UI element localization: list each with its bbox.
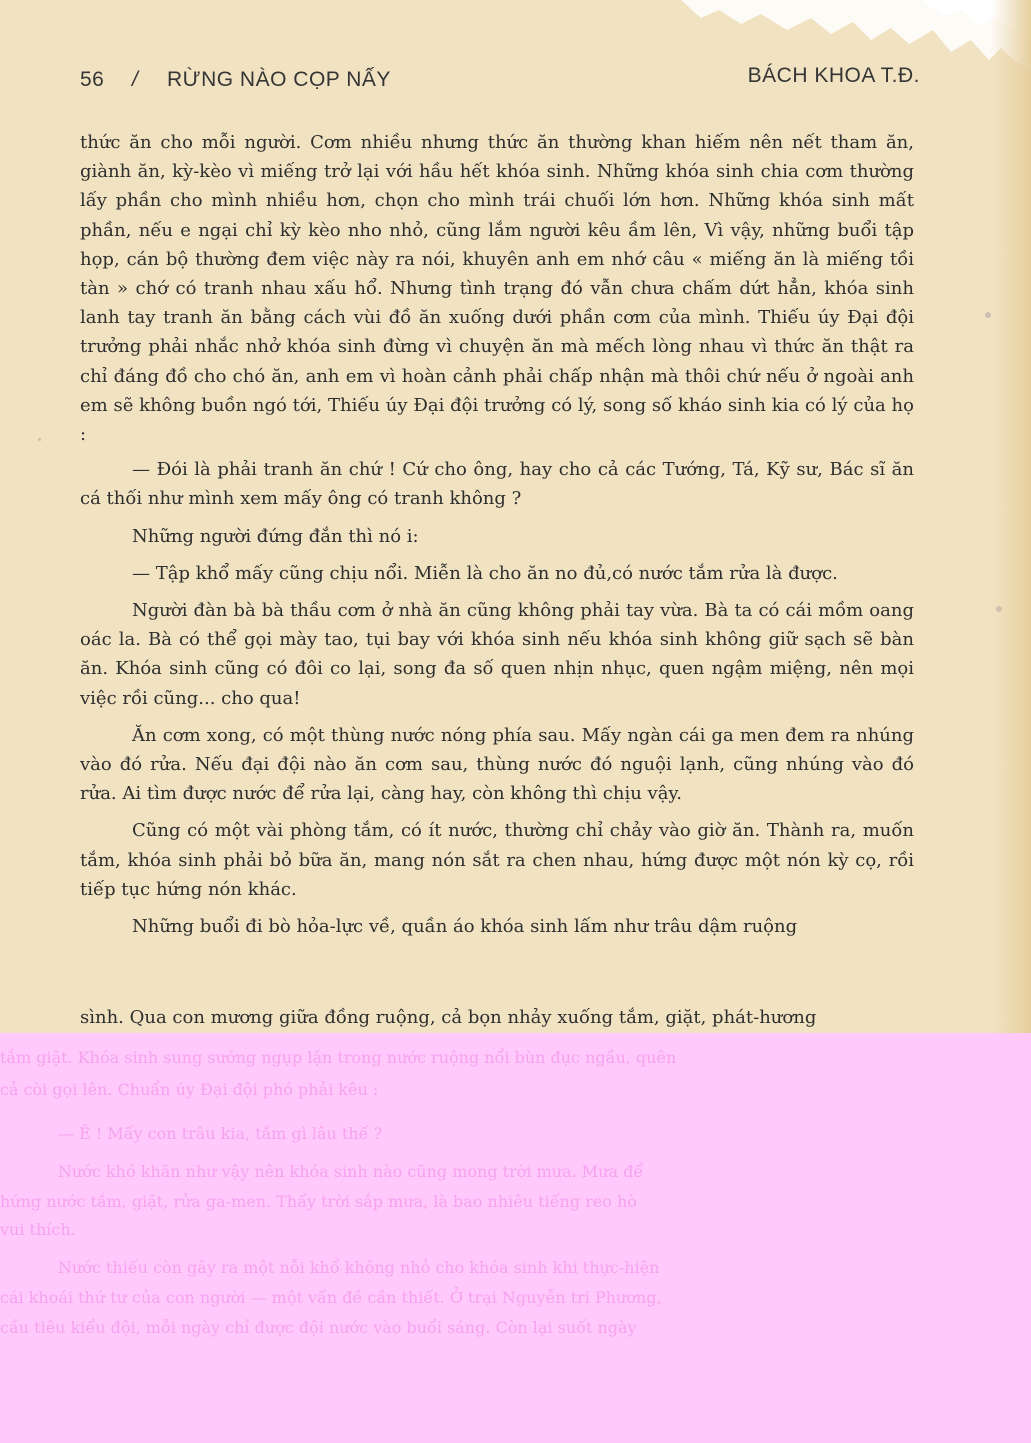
book-title: RỪNG NÀO CỌP NẤY <box>167 68 391 91</box>
faded-line: cái khoái thứ tư của con người — một vấn đề cần thiết. Ở trại Nguyễn tri Phương, <box>0 1288 662 1307</box>
paragraph: Người đàn bà bà thầu cơm ở nhà ăn cũng không phải tay vừa. Bà ta có cái mồm oang oác la. Bà có thể gọi mày tao, tụi bay với khóa sinh nếu khóa sinh không giữ sạch sẽ bàn ăn. Khóa sinh cũng có đôi co lại, song đa số quen nhịn nhục, quen ngậm miệng, nên mọi việc rồi cũng... cho qua! <box>80 600 914 709</box>
faded-line: — Ê ! Mấy con trâu kia, tắm gì lâu thế ? <box>58 1124 383 1143</box>
body-text <box>80 128 914 949</box>
paragraph: Cũng có một vài phòng tắm, có ít nước, thường chỉ chảy vào giờ ăn. Thành ra, muốn tắm, khóa sinh phải bỏ bữa ăn, mang nón sắt ra chen nhau, hứng được một nón kỳ cọ, rồi tiếp tục hứng nón khác. <box>80 820 914 900</box>
faded-line: cầu tiêu kiểu đội, mỗi ngày chỉ được đội nước vào buổi sáng. Còn lại suốt ngày <box>0 1318 637 1337</box>
faded-line: tắm giặt. Khóa sinh sung sướng ngụp lặn trong nước ruộng nổi bùn đục ngầu, quên <box>0 1048 677 1067</box>
faded-line: cả còi gọi lên. Chuẩn úy Đại đội phó phải kêu : <box>0 1080 379 1099</box>
page-number: 56 <box>80 68 105 91</box>
cut-off-line: sình. Qua con mương giữa đồng ruộng, cả bọn nhảy xuống tắm, giặt, phát-hương <box>80 1007 817 1028</box>
faded-line: hứng nước tắm, giặt, rửa ga-men. Thấy trời sắp mưa, là bao nhiêu tiếng reo hò <box>0 1192 637 1211</box>
paragraph: Những người đứng đắn thì nó i: <box>132 525 419 547</box>
paragraph: — Đói là phải tranh ăn chứ ! Cứ cho ông, hay cho cả các Tướng, Tá, Kỹ sư, Bác sĩ ăn cá thối như mình xem mấy ông có tranh không ? <box>80 459 914 510</box>
paragraph: Những buổi đi bò hỏa-lực về, quần áo khóa sinh lấm như trâu dậm ruộng <box>132 916 798 938</box>
torn-corner <box>591 0 1031 120</box>
publisher-name: BÁCH KHOA T.Đ. <box>747 64 920 87</box>
header-separator: / <box>132 68 139 91</box>
faded-line: Nước khó khăn như vậy nên khóa sinh nào cũng mong trời mưa. Mưa để <box>58 1162 644 1181</box>
paragraph: — Tập khổ mấy cũng chịu nổi. Miễn là cho ăn no đủ,có nước tắm rửa là được. <box>132 562 838 584</box>
paragraph: thức ăn cho mỗi người. Cơm nhiều nhưng thức ăn thường khan hiếm nên nết tham ăn, giành ăn, kỳ-kèo vì miếng trở lại với hầu hết khóa sinh. Những khóa sinh chia cơm thường lấy phần cho mình nhiều hơn, chọn cho mình trái chuối lớn hơn. Những khóa sinh mất phần, nếu e ngại chỉ kỳ kèo nho nhỏ, cũng lắm người kêu ầm lên, Vì vậy, những buổi tập họp, cán bộ thường đem việc này ra nói, khuyên anh em nhớ câu « miếng ăn là miếng tồi tàn » chớ có tranh nhau xấu hổ. Nhưng tình trạng đó vẫn chưa chấm dứt hẳn, khóa sinh lanh tay tranh ăn bằng cách vùi đồ ăn xuống dưới phần cơm của mình. Thiếu úy Đại đội trưởng phải nhắc nhở khóa sinh đừng vì chuyện ăn mà mếch lòng nhau vì thức ăn thật ra chỉ đáng đồ cho chó ăn, anh em vì hoàn cảnh phải chấp nhận mà thôi chứ nếu ở ngoài anh em sẽ không buồn ngó tới, Thiếu úy Đại đội trưởng có lý, song số kháo sinh kia có lý của họ : <box>80 132 914 446</box>
faded-line: Nước thiếu còn gây ra một nỗi khổ không nhỏ cho khóa sinh khi thực-hiện <box>58 1258 660 1277</box>
paragraph: Ăn cơm xong, có một thùng nước nóng phía sau. Mấy ngàn cái ga men đem ra nhúng vào đó rửa. Nếu đại đội nào ăn cơm sau, thùng nước đó nguội lạnh, cũng nhúng vào đó rửa. Ai tìm được nước để rửa lại, càng hay, còn không thì chịu vậy. <box>80 724 914 805</box>
faded-line: vui thích. <box>0 1220 76 1239</box>
page-header <box>80 62 920 98</box>
